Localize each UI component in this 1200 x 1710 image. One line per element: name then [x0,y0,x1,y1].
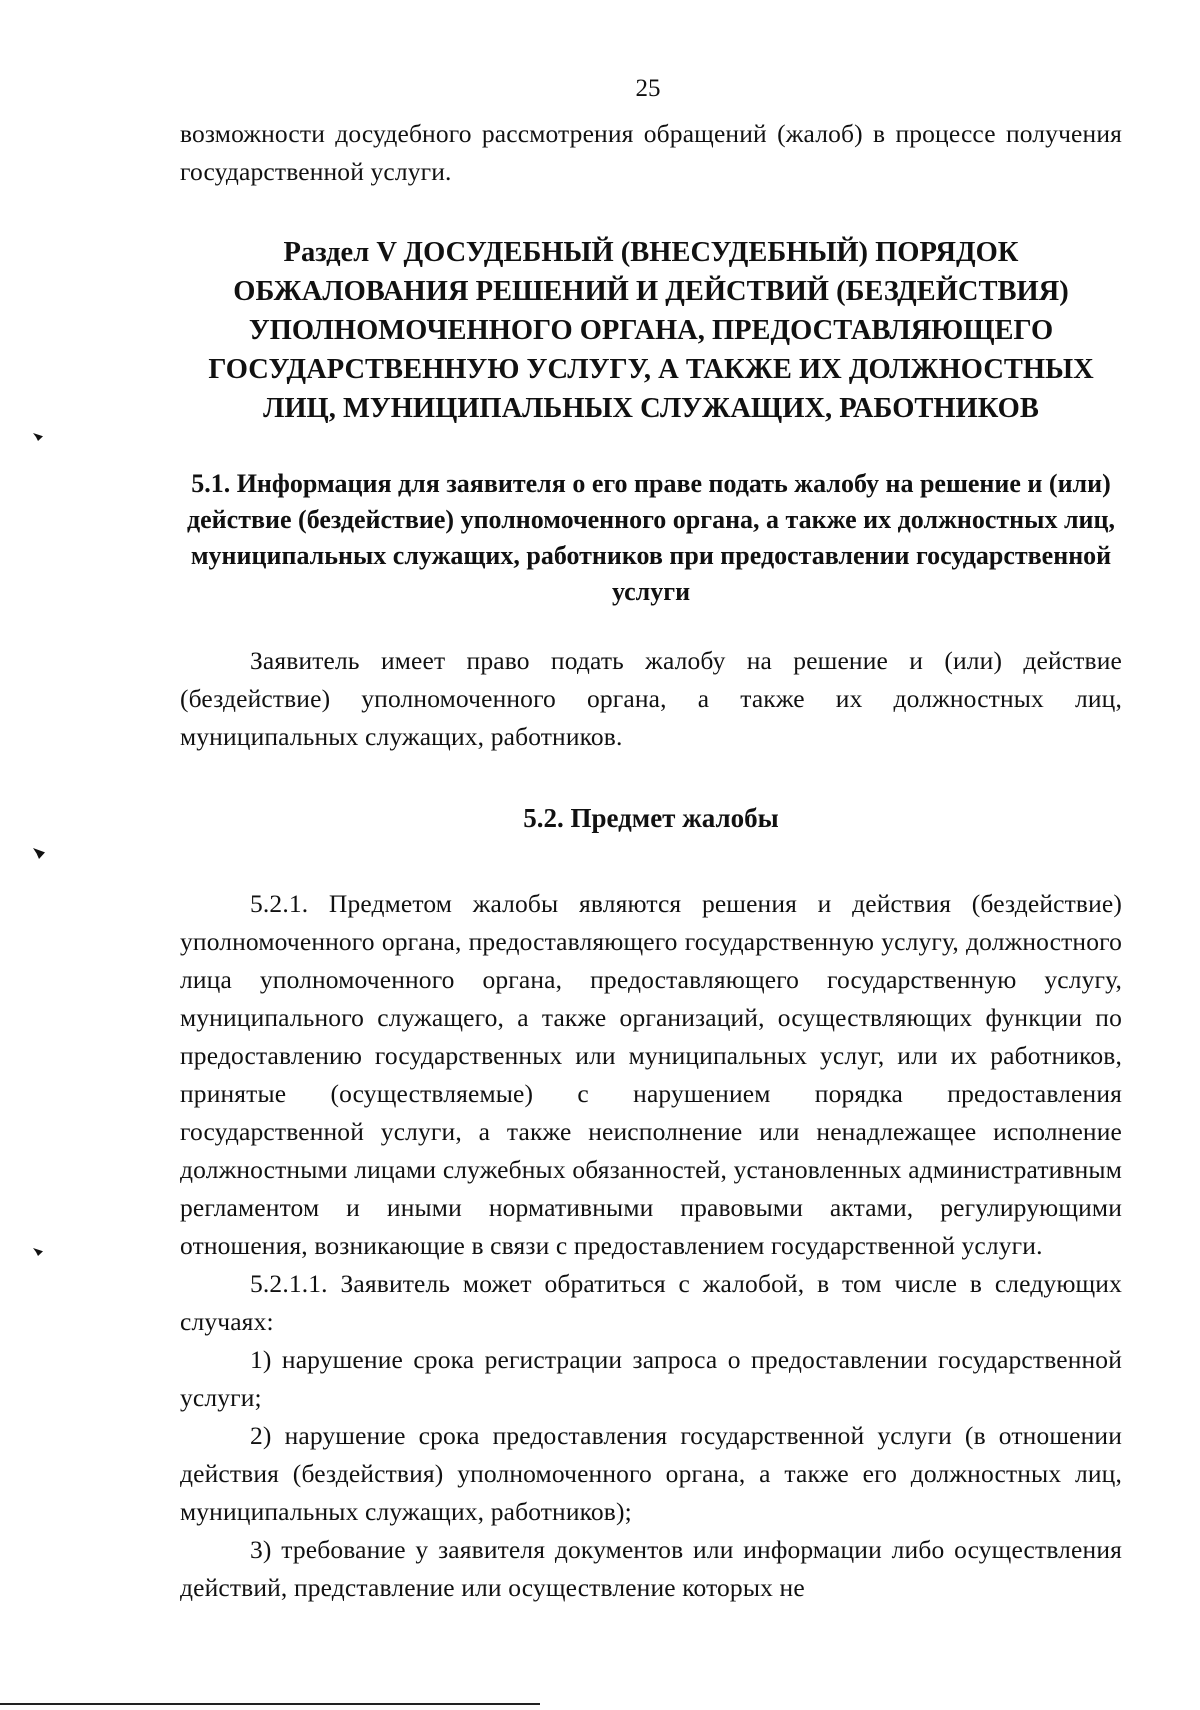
paragraph-5-2-1: 5.2.1. Предметом жалобы являются решения и действия (бездействие) уполномоченного органа, предоставляющего государственную услугу, должностного лица уполномоченного органа, предоставляющего государственную услугу, муниципального служащего, а также организаций, осуществляющих функции по предоставлению государственных или муниципальных услуг, или их работников, принятые (осуществляемые) с нарушением порядка предоставления государственной услуги, а также неисполнение или ненадлежащее исполнение должностными лицами служебных обязанностей, установленных административным регламентом и иными нормативными правовыми актами, регулирующими отношения, возникающие в связи с предоставлением государственной услуги. [180,889,1122,1260]
bottom-edge-line [0,1703,540,1705]
subsection-5-2-heading: 5.2. Предмет жалобы [523,803,779,833]
intro-paragraph: возможности досудебного рассмотрения обращений (жалоб) в процессе получения государственной услуги. [180,119,1122,186]
list-item-1: 1) нарушение срока регистрации запроса о предоставлении государственной услуги; [180,1345,1122,1412]
scan-artifact-mark [33,1248,43,1256]
page-number: 25 [635,75,661,102]
section-v-heading: Раздел V ДОСУДЕБНЫЙ (ВНЕСУДЕБНЫЙ) ПОРЯДОК ОБЖАЛОВАНИЯ РЕШЕНИЙ И ДЕЙСТВИЙ (БЕЗДЕЙСТВИЯ) УПОЛНОМОЧЕННОГО ОРГАНА, ПРЕДОСТАВЛЯЮЩЕГО ГОСУДАРСТВЕННУЮ УСЛУГУ, А ТАКЖЕ ИХ ДОЛЖНОСТНЫХ ЛИЦ, МУНИЦИПАЛЬНЫХ СЛУЖАЩИХ, РАБОТНИКОВ [208,237,1094,424]
subsection-5-1-heading: 5.1. Информация для заявителя о его праве подать жалобу на решение и (или) действие (бездействие) уполномоченного органа, а также их должностных лиц, муниципальных служащих, работников при предоставлении государственной услуги [186,469,1116,606]
paragraph-5-1: Заявитель имеет право подать жалобу на решение и (или) действие (бездействие) уполномоченного органа, а также их должностных лиц, муниципальных служащих, работников. [180,646,1122,751]
scan-artifact-mark [33,848,45,859]
list-item-2: 2) нарушение срока предоставления государственной услуги (в отношении действия (бездействия) уполномоченного органа, а также его должностных лиц, муниципальных служащих, работников); [180,1421,1122,1526]
document-body [180,115,1122,1607]
scan-artifact-mark [33,433,43,441]
list-item-3: 3) требование у заявителя документов или информации либо осуществления действий, представление или осуществление которых не [180,1535,1122,1602]
paragraph-5-2-1-1: 5.2.1.1. Заявитель может обратиться с жалобой, в том числе в следующих случаях: [180,1269,1122,1336]
